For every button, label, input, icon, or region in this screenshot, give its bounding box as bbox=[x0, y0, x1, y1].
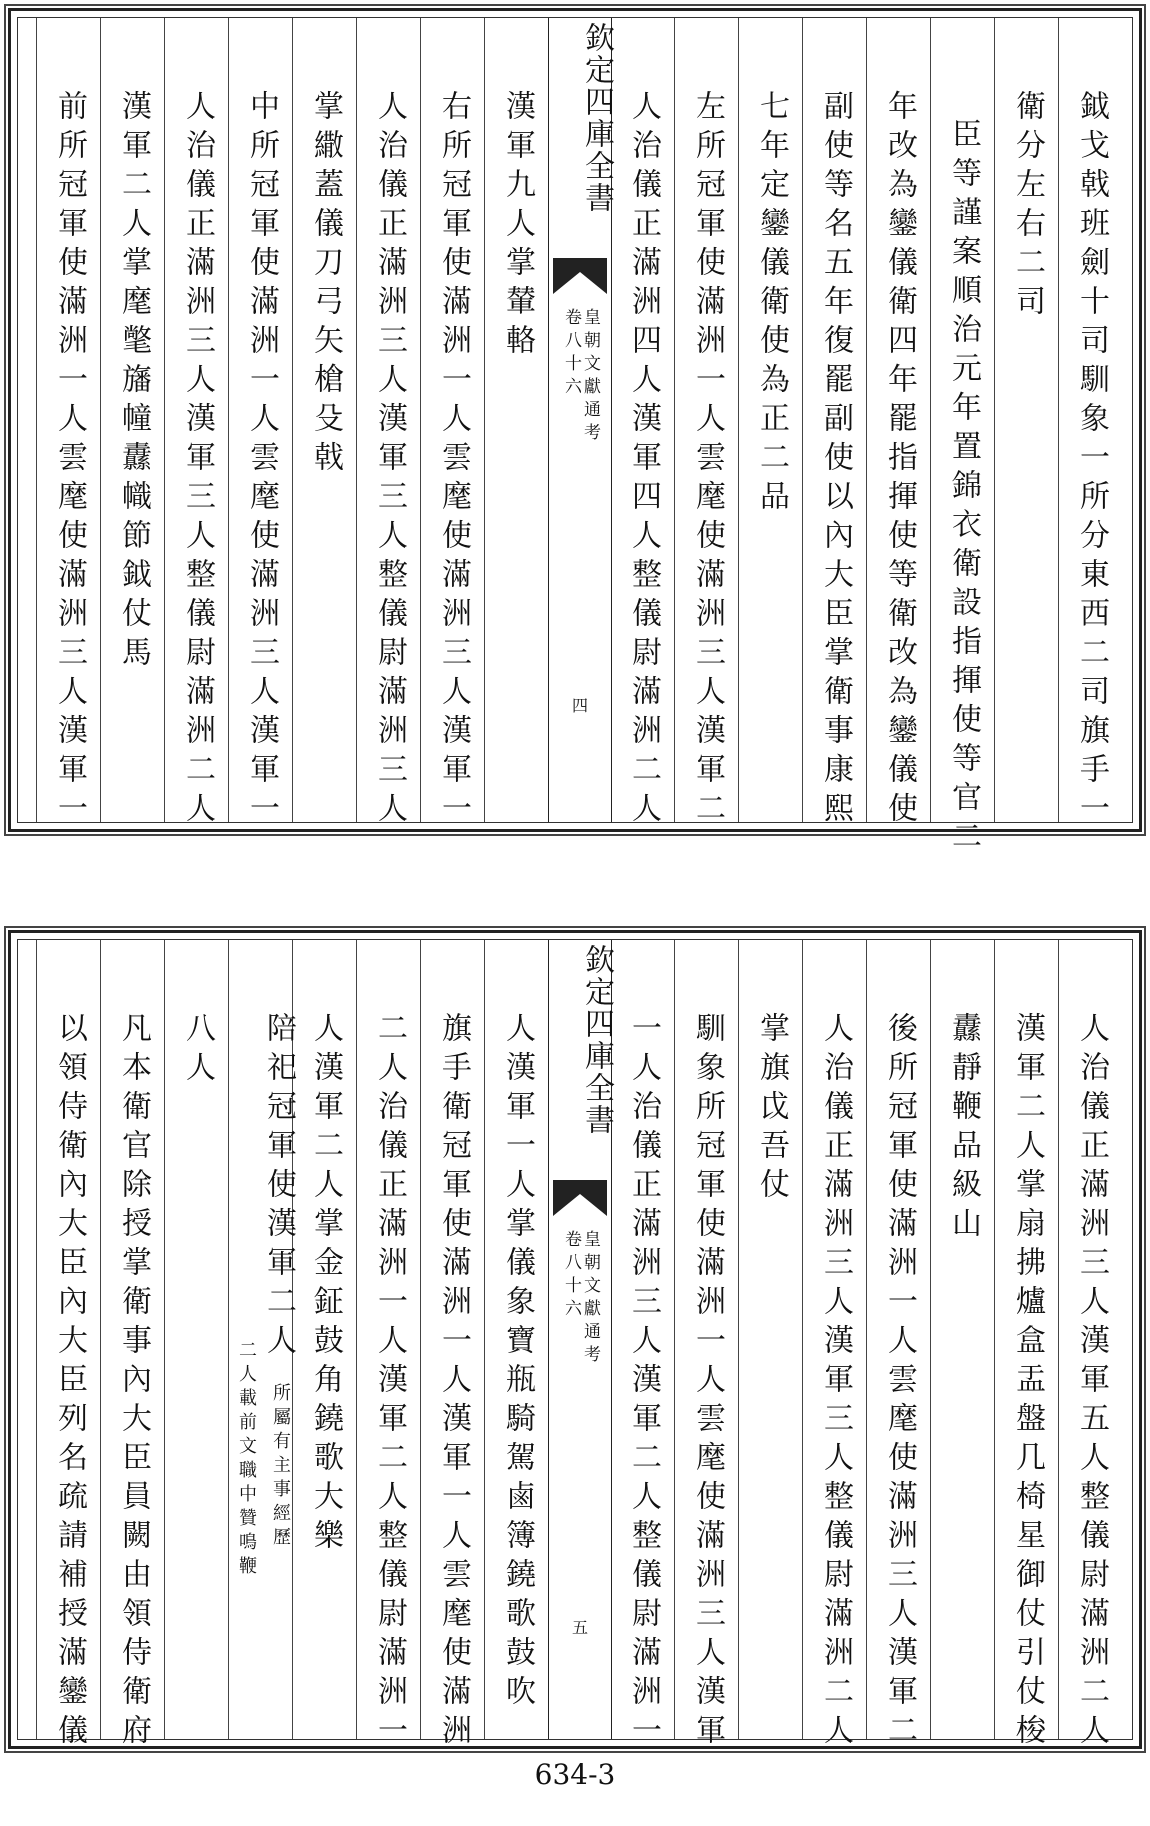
column-text: 漢軍二人掌扇拂爐盒盂盤几椅星御仗引仗梭 bbox=[1010, 1012, 1045, 1753]
page-frame bbox=[17, 17, 1133, 859]
text-column bbox=[930, 940, 995, 1739]
text-column bbox=[994, 940, 1059, 1753]
column-text: 掌旗戉吾仗 bbox=[754, 1012, 789, 1207]
source-volume: 卷八十六 bbox=[561, 308, 581, 400]
text-column bbox=[674, 18, 739, 831]
text-column bbox=[930, 18, 995, 859]
text-column bbox=[1058, 18, 1123, 831]
column-text: 年改為鑾儀衛四年罷指揮使等衛改為鑾儀使 bbox=[882, 90, 917, 831]
text-column bbox=[164, 18, 229, 831]
column-text: 前所冠軍使滿洲一人雲麾使滿洲三人漢軍一 bbox=[52, 90, 87, 831]
column-text: 一人治儀正滿洲三人漢軍二人整儀尉滿洲一 bbox=[626, 1012, 661, 1753]
text-column bbox=[484, 18, 549, 822]
text-column-with-note bbox=[228, 940, 296, 1739]
column-text: 衛分左右二司 bbox=[1010, 90, 1045, 324]
text-column bbox=[420, 18, 485, 831]
folio-number: 四 bbox=[571, 696, 588, 715]
column-text: 以領侍衛內大臣內大臣列名疏請補授滿鑾儀 bbox=[52, 1012, 87, 1753]
column-text: 臣等謹案順治元年置錦衣衛設指揮使等官二 bbox=[946, 118, 981, 859]
column-text: 人治儀正滿洲三人漢軍三人整儀尉滿洲二人 bbox=[818, 1012, 853, 1753]
annotation-note: 二人載前文職中贊鳴鞭 bbox=[236, 1340, 257, 1580]
column-text: 副使等名五年復罷副使以內大臣掌衛事康熙 bbox=[818, 90, 853, 831]
source-volume: 卷八十六 bbox=[561, 1230, 581, 1322]
fish-tail-ornament-icon bbox=[553, 1180, 607, 1216]
text-column bbox=[738, 940, 803, 1739]
column-text: 人治儀正滿洲三人漢軍三人整儀尉滿洲三人 bbox=[372, 90, 407, 831]
annotation-note: 所屬有主事經歷 bbox=[270, 1383, 291, 1551]
column-text: 旗手衛冠軍使滿洲一人漢軍一人雲麾使滿洲 bbox=[436, 1012, 471, 1753]
text-column bbox=[866, 18, 931, 831]
text-column bbox=[292, 18, 357, 822]
text-column bbox=[802, 940, 867, 1753]
column-text: 漢軍二人掌麾氅旛幢纛幟節鉞仗馬 bbox=[116, 90, 151, 675]
column-text: 凡本衛官除授掌衛事內大臣員闕由領侍衛府 bbox=[116, 1012, 151, 1753]
text-column bbox=[674, 940, 739, 1753]
source-title: 皇朝文獻通考 bbox=[580, 308, 600, 446]
folio-number: 五 bbox=[571, 1618, 588, 1637]
page-lower bbox=[8, 930, 1142, 1753]
column-text: 二人治儀正滿洲一人漢軍二人整儀尉滿洲一 bbox=[372, 1012, 407, 1753]
text-column bbox=[610, 18, 675, 831]
text-column bbox=[994, 18, 1059, 822]
column-text: 鉞戈戟班劍十司馴象一所分東西二司旗手一 bbox=[1074, 90, 1109, 831]
column-text: 人漢軍一人掌儀象寶瓶騎駕鹵簿鐃歌鼓吹 bbox=[500, 1012, 535, 1714]
column-text: 後所冠軍使滿洲一人雲麾使滿洲三人漢軍二 bbox=[882, 1012, 917, 1753]
text-column bbox=[100, 18, 165, 822]
text-column bbox=[36, 18, 101, 831]
text-column bbox=[866, 940, 931, 1753]
column-text: 人治儀正滿洲三人漢軍三人整儀尉滿洲二人 bbox=[180, 90, 215, 831]
center-fold bbox=[548, 18, 612, 822]
column-text: 八人 bbox=[180, 1012, 215, 1090]
text-column bbox=[100, 940, 165, 1753]
text-column bbox=[356, 940, 421, 1753]
text-column bbox=[356, 18, 421, 831]
text-column bbox=[484, 940, 549, 1739]
column-text: 人治儀正滿洲四人漢軍四人整儀尉滿洲二人 bbox=[626, 90, 661, 831]
column-text: 陪祀冠軍使漢軍二人 bbox=[261, 1012, 296, 1363]
column-text: 人治儀正滿洲三人漢軍五人整儀尉滿洲二人 bbox=[1074, 1012, 1109, 1753]
page-upper bbox=[8, 8, 1142, 859]
page-footer-number: 634-3 bbox=[534, 1758, 616, 1791]
book-title: 欽定四庫全書 bbox=[579, 22, 614, 214]
text-column bbox=[36, 940, 101, 1753]
source-label bbox=[549, 308, 611, 446]
fish-tail-ornament-icon bbox=[553, 258, 607, 294]
text-column bbox=[292, 940, 357, 1739]
column-text: 馴象所冠軍使滿洲一人雲麾使滿洲三人漢軍 bbox=[690, 1012, 725, 1753]
column-text: 掌繖蓋儀刀弓矢槍殳戟 bbox=[308, 90, 343, 480]
text-column bbox=[738, 18, 803, 822]
column-text: 右所冠軍使滿洲一人雲麾使滿洲三人漢軍一 bbox=[436, 90, 471, 831]
book-title: 欽定四庫全書 bbox=[579, 944, 614, 1136]
source-title: 皇朝文獻通考 bbox=[580, 1230, 600, 1368]
source-label bbox=[549, 1230, 611, 1368]
text-column bbox=[420, 940, 485, 1753]
column-text: 漢軍九人掌輦輅 bbox=[500, 90, 535, 363]
column-text: 中所冠軍使滿洲一人雲麾使滿洲三人漢軍一 bbox=[244, 90, 279, 831]
page-frame bbox=[17, 939, 1133, 1753]
column-text: 人漢軍二人掌金鉦鼓角鐃歌大樂 bbox=[308, 1012, 343, 1558]
column-text: 左所冠軍使滿洲一人雲麾使滿洲三人漢軍二 bbox=[690, 90, 725, 831]
text-column bbox=[228, 18, 293, 831]
text-column bbox=[610, 940, 675, 1753]
text-column bbox=[1058, 940, 1123, 1753]
center-fold bbox=[548, 940, 612, 1739]
text-column bbox=[802, 18, 867, 831]
column-text: 纛靜鞭品級山 bbox=[946, 1012, 981, 1246]
text-column bbox=[164, 940, 229, 1739]
column-text: 七年定鑾儀衛使為正二品 bbox=[754, 90, 789, 519]
